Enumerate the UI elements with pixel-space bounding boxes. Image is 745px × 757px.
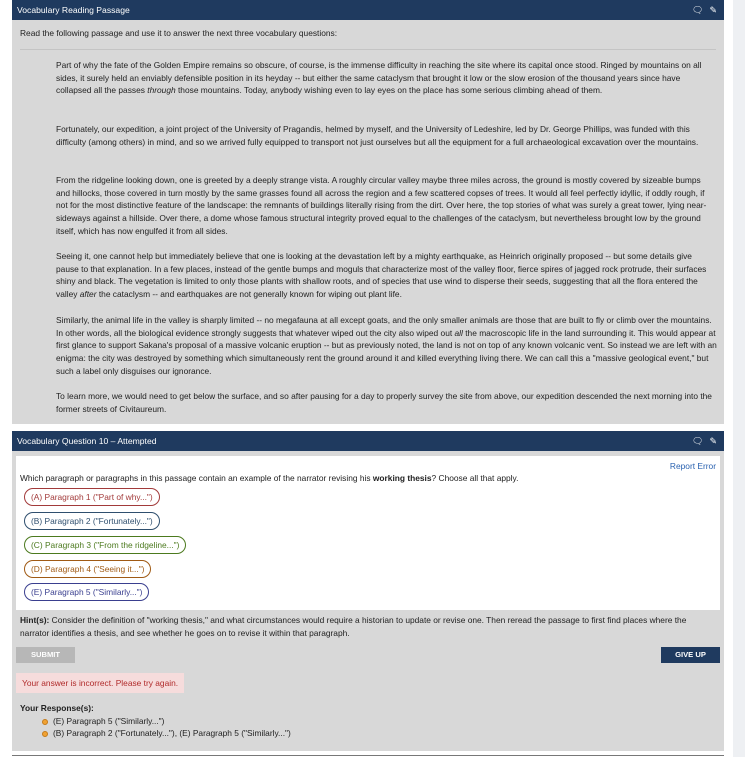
passage-panel-title: Vocabulary Reading Passage: [17, 5, 130, 15]
comments-icon[interactable]: 🗨: [692, 5, 704, 15]
passage-paragraph-5: Similarly, the animal life in the valley is sharply limited -- no megafauna at all except goats, and the only smaller animals are those that are built to fly or climb over the mountains. In other words, all the biological evidence strongly suggests that whatever wiped out the city also wiped out all the macroscopic life in the land surrounding it. This would appear at first glance to support Sakana's proposal of a massive volcanic eruption -- but as previously noted, the land is not on top of any known volcanic vent. So instead we are left with an enigma: the city was destroyed by something which simultaneously rent the ground around it and killed everything living there. We can call this a "massive geological event," but such a label only disguises our ignorance.: [56, 315, 717, 376]
comments-icon[interactable]: 🗨: [692, 436, 704, 446]
question-panel-header: [12, 431, 724, 451]
divider: [20, 49, 716, 50]
choice-d[interactable]: (D) Paragraph 4 ("Seeing it..."): [24, 560, 151, 578]
choice-e[interactable]: (E) Paragraph 5 ("Similarly..."): [24, 583, 149, 601]
report-error-link[interactable]: Report Error: [669, 461, 716, 471]
submit-button[interactable]: SUBMIT: [16, 647, 75, 663]
page-scrollbar[interactable]: [733, 0, 745, 757]
passage-paragraph-4: Seeing it, one cannot help but immediately believe that one is looking at the devastation left by a mighty earthquake, as Heinrich originally proposed -- but some details give pause to that explanation. In a few places, instead of the gentle bumps and moguls that characterize most of the valley floor, fierce spires of jagged rock protrude, their surfaces shiny and black. The vegetation is limited to only those plants with shallow roots, and of species that use wind to disperse their seeds, suggesting that all the flora entered the valley after the cataclysm -- and earthquakes are not generally known for wiping out plant life.: [56, 251, 707, 300]
give-up-button[interactable]: GIVE UP: [661, 647, 720, 663]
bullet-icon: [42, 731, 48, 737]
choice-a[interactable]: (A) Paragraph 1 ("Part of why..."): [24, 488, 160, 506]
response-item: (B) Paragraph 2 ("Fortunately..."), (E) Paragraph 5 ("Similarly..."): [42, 727, 291, 739]
bullet-icon: [42, 719, 48, 725]
choice-c[interactable]: (C) Paragraph 3 ("From the ridgeline..."): [24, 536, 186, 554]
passage-paragraph-2: Fortunately, our expedition, a joint project of the University of Pragandis, helmed by myself, and the University of Ledeshire, led by Dr. George Phillips, was funded with this difficulty (among others) in mind, and so we arrived fully equipped to transport not just ourselves but all the equipment for a full archaeological excavation over the mountains.: [56, 124, 699, 147]
passage-paragraph-1: Part of why the fate of the Golden Empire remains so obscure, of course, is the immense difficulty in reaching the site where its capital once stood. Ringed by mountains on all sides, it surely held an enviably defensible position in its heyday -- but either the same cataclysm that brought it low or the slow erosion of the thousand years since have collapsed all the passes through those mountains. Today, anybody wishing even to lay eyes on the place has some serious climbing ahead of them.: [56, 60, 702, 96]
error-message: Your answer is incorrect. Please try again.: [16, 673, 184, 693]
passage-paragraph-3: From the ridgeline looking down, one is greeted by a deeply strange vista. A roughly circular valley maybe three miles across, the ground is mostly covered by sizeable bumps and hillocks, those covered in turn mostly by the same grasses found all across the region and a few scattered copses of trees. It would all feel perfectly idyllic, if oddly rough, if not for the most distinctive feature of the landscape: the remnants of buildings literally rising from the dirt. Over here, the top stories of what was surely a great tower, lying near-sideways against a hillside. Over there, a dome whose famous structural integrity proved equal to the challenges of the cataclysm, but nevertheless brought low by the ground itself, which has now engulfed it from all sides.: [56, 175, 707, 236]
divider: [12, 755, 724, 756]
passage-panel-header: [12, 0, 724, 20]
responses-label: Your Response(s):: [20, 703, 94, 713]
passage-instructions: Read the following passage and use it to answer the next three vocabulary questions:: [20, 28, 338, 38]
passage-paragraph-6: To learn more, we would need to get below the surface, and so after pausing for a day to properly survey the site from above, our expedition descended the next morning into the former streets of Civitaureum.: [56, 391, 712, 414]
response-item: (E) Paragraph 5 ("Similarly..."): [42, 715, 164, 727]
edit-icon[interactable]: ✎: [709, 5, 717, 15]
question-panel-title: Vocabulary Question 10 – Attempted: [17, 436, 157, 446]
hint: Hint(s): Consider the definition of "working thesis," and what circumstances would require a historian to update or revise one. Then reread the passage to first find places where the narrator identifies a thesis, and see whether he goes on to revise it within that paragraph.: [20, 615, 687, 638]
reading-passage: [12, 20, 724, 424]
choice-b[interactable]: (B) Paragraph 2 ("Fortunately..."): [24, 512, 160, 530]
edit-icon[interactable]: ✎: [709, 436, 717, 446]
question-card: [16, 456, 720, 610]
question-text: Which paragraph or paragraphs in this passage contain an example of the narrator revising his working thesis? Choose all that apply.: [20, 473, 519, 483]
